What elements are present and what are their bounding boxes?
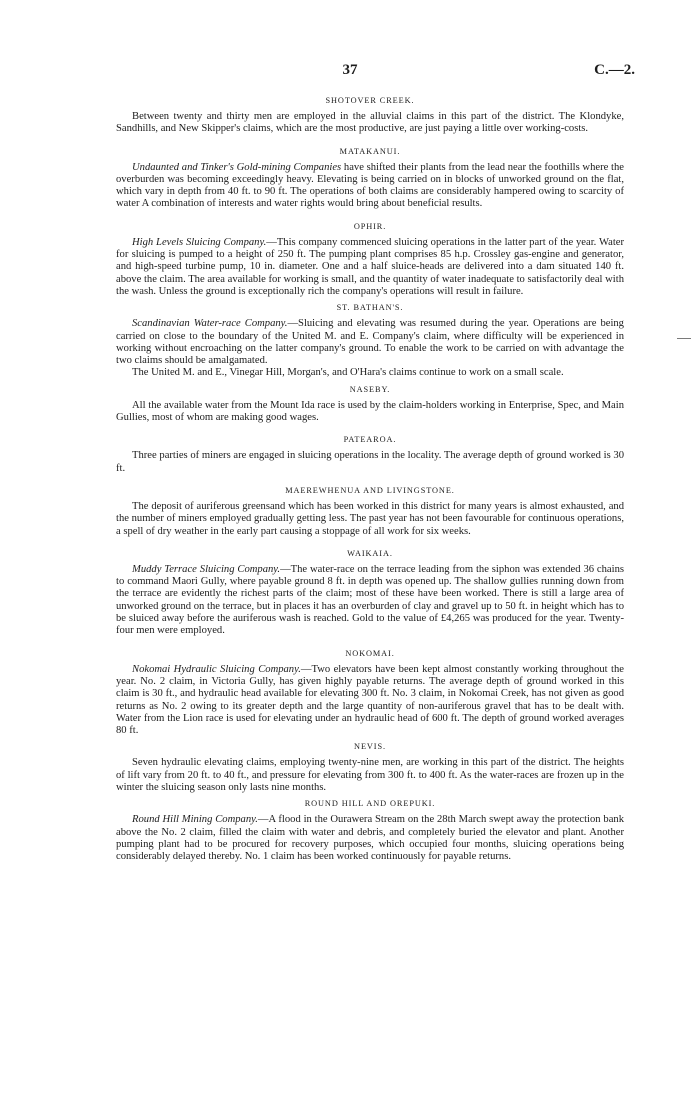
paragraph	[116, 814, 624, 863]
series-reference: C.—2.	[594, 62, 635, 78]
company-name: Scandinavian Water-race Company.	[132, 318, 288, 330]
report-body	[116, 95, 624, 863]
paragraph-text: —Sluicing and elevating was resumed during the year. Operations are being carried on close to the boundary of the United M. and E. Company's claim, where difficulty will be experienced in working without encroaching on the latter company's ground. To enable the work to be carried on with advantage the two claims should be amalgamated.	[116, 318, 624, 367]
paragraph-text: —A flood in the Ourawera Stream on the 28th March swept away the protection bank above the No. 2 claim, filled the claim with water and debris, and completely buried the elevator and plant. Another pumping plant had to be procured for recovery purposes, which occupied four months, sluicing operations being considerably delayed thereby. No. 1 claim has been worked continuously for payable returns.	[116, 814, 624, 863]
section-naseby	[116, 384, 624, 425]
paragraph: Seven hydraulic elevating claims, employing twenty-nine men, are working in this part of the district. The heights of lift vary from 20 ft. to 40 ft., and pressure for elevating from 300 ft. to 400 ft. As the water-races are frozen up in the winter the sluicing season only lasts nine months.	[116, 757, 624, 793]
section-patearoa	[116, 434, 624, 475]
section-heading: ST. BATHAN'S.	[336, 303, 404, 313]
section-shotover-creek	[116, 95, 624, 136]
paragraph	[116, 162, 624, 211]
section-nevis	[116, 741, 624, 794]
section-heading: SHOTOVER CREEK.	[325, 96, 415, 105]
paragraph-text: have shifted their plants from the lead near the foothills where the overburden was becoming exceedingly heavy. Elevating is being carried on in blocks of unworked ground on the flat, which vary in depth from 40 ft. to 90 ft. The operations of both claims are considerably hampered owing to scarcity of water A combination of interests and water rights would bring about beneficial results.	[116, 161, 624, 210]
paragraph: The United M. and E., Vinegar Hill, Morgan's, and O'Hara's claims continue to work on a small scale.	[132, 367, 564, 379]
section-heading: MATAKANUI.	[339, 146, 401, 156]
section-waikaia	[116, 548, 624, 638]
section-matakanui	[116, 146, 624, 211]
section-heading: PATEAROA.	[343, 435, 397, 445]
company-name: Nokomai Hydraulic Sluicing Company.	[132, 663, 301, 675]
section-heading: NEVIS.	[354, 742, 386, 752]
section-st-bathans	[116, 302, 624, 379]
section-heading: NOKOMAI.	[345, 648, 395, 658]
paragraph	[116, 237, 624, 298]
section-nokomai	[116, 648, 624, 738]
paragraph-text: —Two elevators have been kept almost constantly working throughout the year. No. 2 claim, in Victoria Gully, has given highly payable returns. The average depth of ground worked in this claim is 30 ft., and hydraulic head available for elevating 300 ft. No. 3 claim, in Nokomai Creek, has not given as good returns as No. 2 owing to its greater depth and the large quantity of non-auriferous gravel that has to be dealt with. Water from the Lion race is used for elevating under an hydraulic head of 600 ft. The depth of ground worked averages 80 ft.	[116, 663, 624, 737]
section-heading: NASEBY.	[349, 384, 391, 394]
page-number: 37	[342, 62, 358, 78]
section-heading: OPHIR.	[353, 221, 387, 231]
paragraph: All the available water from the Mount Ida race is used by the claim-holders working in Enterprise, Spec, and Main Gullies, most of whom are making good wages.	[116, 399, 624, 424]
paragraph	[116, 564, 624, 638]
section-maerewhenua-and-livingstone	[116, 485, 624, 538]
paragraph: Three parties of miners are engaged in sluicing operations in the locality. The average depth of ground worked is 30 ft.	[116, 450, 624, 474]
paragraph	[116, 318, 624, 367]
section-ophir	[116, 221, 624, 298]
paragraph: Between twenty and thirty men are employed in the alluvial claims in this part of the district. The Klondyke, Sandhills, and New Skipper's claims, which are the most productive, are just paying a little over working-costs.	[116, 111, 624, 135]
section-heading: ROUND HILL AND OREPUKI.	[304, 799, 436, 809]
section-round-hill-and-orepuki	[116, 798, 624, 863]
margin-mark	[677, 338, 691, 339]
paragraph	[116, 664, 624, 738]
company-name: High Levels Sluicing Company.	[132, 236, 267, 248]
company-name: Muddy Terrace Sluicing Company.	[132, 563, 281, 575]
paragraph: The deposit of auriferous greensand which has been worked in this district for many years is almost exhausted, and the number of miners employed gradually getting less. The past year has not been favourable for continuous operations, a spell of dry weather in the early part causing a stoppage of all work for six weeks.	[116, 500, 624, 537]
section-heading: WAIKAIA.	[347, 548, 393, 558]
paragraph-text: —The water-race on the terrace leading from the siphon was extended 36 chains to command Maori Gully, where payable ground 8 ft. in depth was opened up. The shallow gullies running down from the terrace are evidently the richest parts of the claim; most of these have been worked. There is still a large area of unworked ground on the terrace, but in places it has an overburden of clay and gravel up to 50 ft. in height which has to be sluiced away before the auriferous wash is reached. Gold to the value of £4,265 was produced for the year. Twenty-four men were employed.	[116, 563, 624, 637]
section-heading: MAEREWHENUA AND LIVINGSTONE.	[285, 485, 455, 495]
company-name: Round Hill Mining Company.	[132, 814, 258, 826]
paragraph-text: —This company commenced sluicing operations in the latter part of the year. Water for sluicing is pumped to a height of 250 ft. The pumping plant comprises 85 h.p. Crossley gas-engine and generator, and high-speed turbine pump, 10 in. diameter. One and a half sluice-heads are delivered into a dam situated 140 ft. above the claim. The area available for working is small, and the quantity of water inadequate to satisfactorily deal with the wash. Unless the ground is exceptionally rich the company's operations will result in failure.	[116, 236, 624, 297]
company-name: Undaunted and Tinker's Gold-mining Companies	[132, 161, 342, 173]
